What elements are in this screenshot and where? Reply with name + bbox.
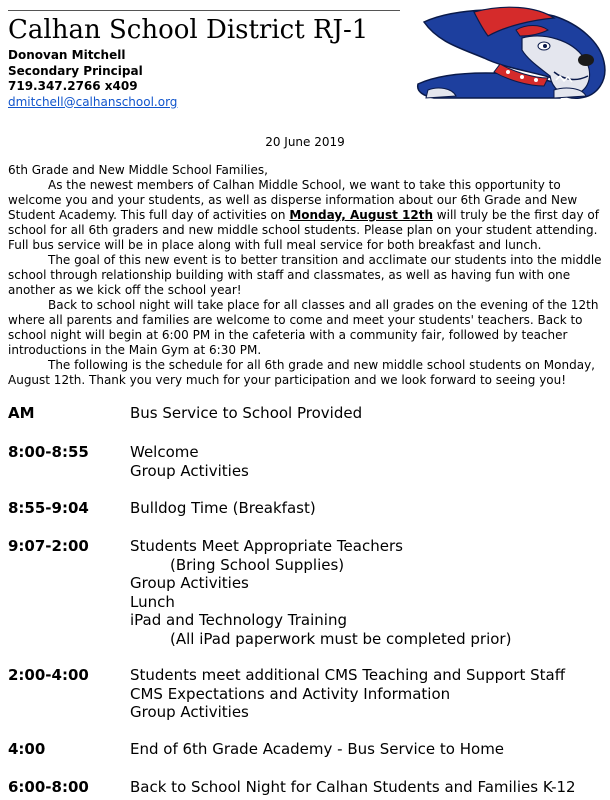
letter-line: school for all 6th graders and new middle school students. Please plan on your student attending. [8,223,598,237]
email-link[interactable]: dmitchell@calhanschool.org [8,94,178,109]
schedule-item: Students meet additional CMS Teaching and Support Staff [130,666,566,684]
schedule-item: Bulldog Time (Breakfast) [130,499,316,517]
schedule-item: Group Activities [130,461,249,480]
schedule-item: Group Activities [130,574,249,592]
schedule-item: End of 6th Grade Academy - Bus Service to Home [130,740,505,758]
schedule-item: Welcome [130,443,199,461]
schedule-item: (All iPad paperwork must be completed prior) [170,629,512,648]
letter-line: school night will begin at 6:00 PM in the cafeteria with a community fair, followed by teacher [8,328,568,342]
schedule-item: Bus Service to School Provided [130,404,363,422]
letter-text: will truly be the first day of [432,208,599,222]
letter-line: Full bus service will be in place along with full meal service for both breakfast and lunch. [8,238,542,252]
schedule-time: 9:07-2:00 [8,537,89,555]
schedule-item: Students Meet Appropriate Teachers [130,537,403,555]
letter-line: The following is the schedule for all 6th grade and new middle school students on Monday, [48,358,595,372]
header-rule [8,10,400,11]
letter-date: 20 June 2019 [265,135,345,149]
schedule-time: AM [8,404,35,422]
schedule-item: Back to School Night for Calhan Students and Families K-12 [130,778,576,796]
letter-body [8,163,610,388]
academy-date: Monday, August 12th [289,208,433,222]
letter-line: The goal of this new event is to better transition and acclimate our students into the middle [48,253,602,267]
letter-line: introductions in the Main Gym at 6:30 PM. [8,343,262,357]
letter-line: welcome you and your students, as well as disperse information about our 6th Grade and New [8,193,578,207]
letter-line: Back to school night will take place for all classes and all grades on the evening of the 12th [48,298,599,312]
salutation: 6th Grade and New Middle School Families, [8,163,268,177]
schedule-time: 8:00-8:55 [8,443,89,461]
schedule-time: 6:00-8:00 [8,778,89,796]
letter-line: school through relationship building with staff and classmates, as well as having fun with one [8,268,571,282]
principal-name: Donovan Mitchell [8,48,126,62]
schedule-item: Group Activities [130,703,249,721]
principal-title: Secondary Principal [8,63,143,78]
phone-number: 719.347.2766 x409 [8,79,138,93]
schedule-time: 4:00 [8,740,46,758]
letter-line: where all parents and families are welcome to come and meet your students' teachers. Back to [8,313,583,327]
letter-line: As the newest members of Calhan Middle School, we want to take this opportunity to [48,178,561,192]
schedule-time: 8:55-9:04 [8,499,89,517]
letter-line: August 12th. Thank you very much for your participation and we look forward to seeing you! [8,373,567,387]
schedule-time: 2:00-4:00 [8,666,89,684]
schedule-item: iPad and Technology Training [130,611,347,629]
letter-line: another as we kick off the school year! [8,283,242,297]
bulldog-mascot-logo [404,2,610,102]
district-name: Calhan School District RJ-1 [8,15,369,45]
contact-block [8,48,177,110]
schedule-item: CMS Expectations and Activity Information [130,684,451,703]
schedule-item: (Bring School Supplies) [170,555,345,574]
schedule-item: Lunch [130,592,175,611]
letter-text: Student Academy. This full day of activities on [8,208,290,222]
letter-line [8,208,610,223]
